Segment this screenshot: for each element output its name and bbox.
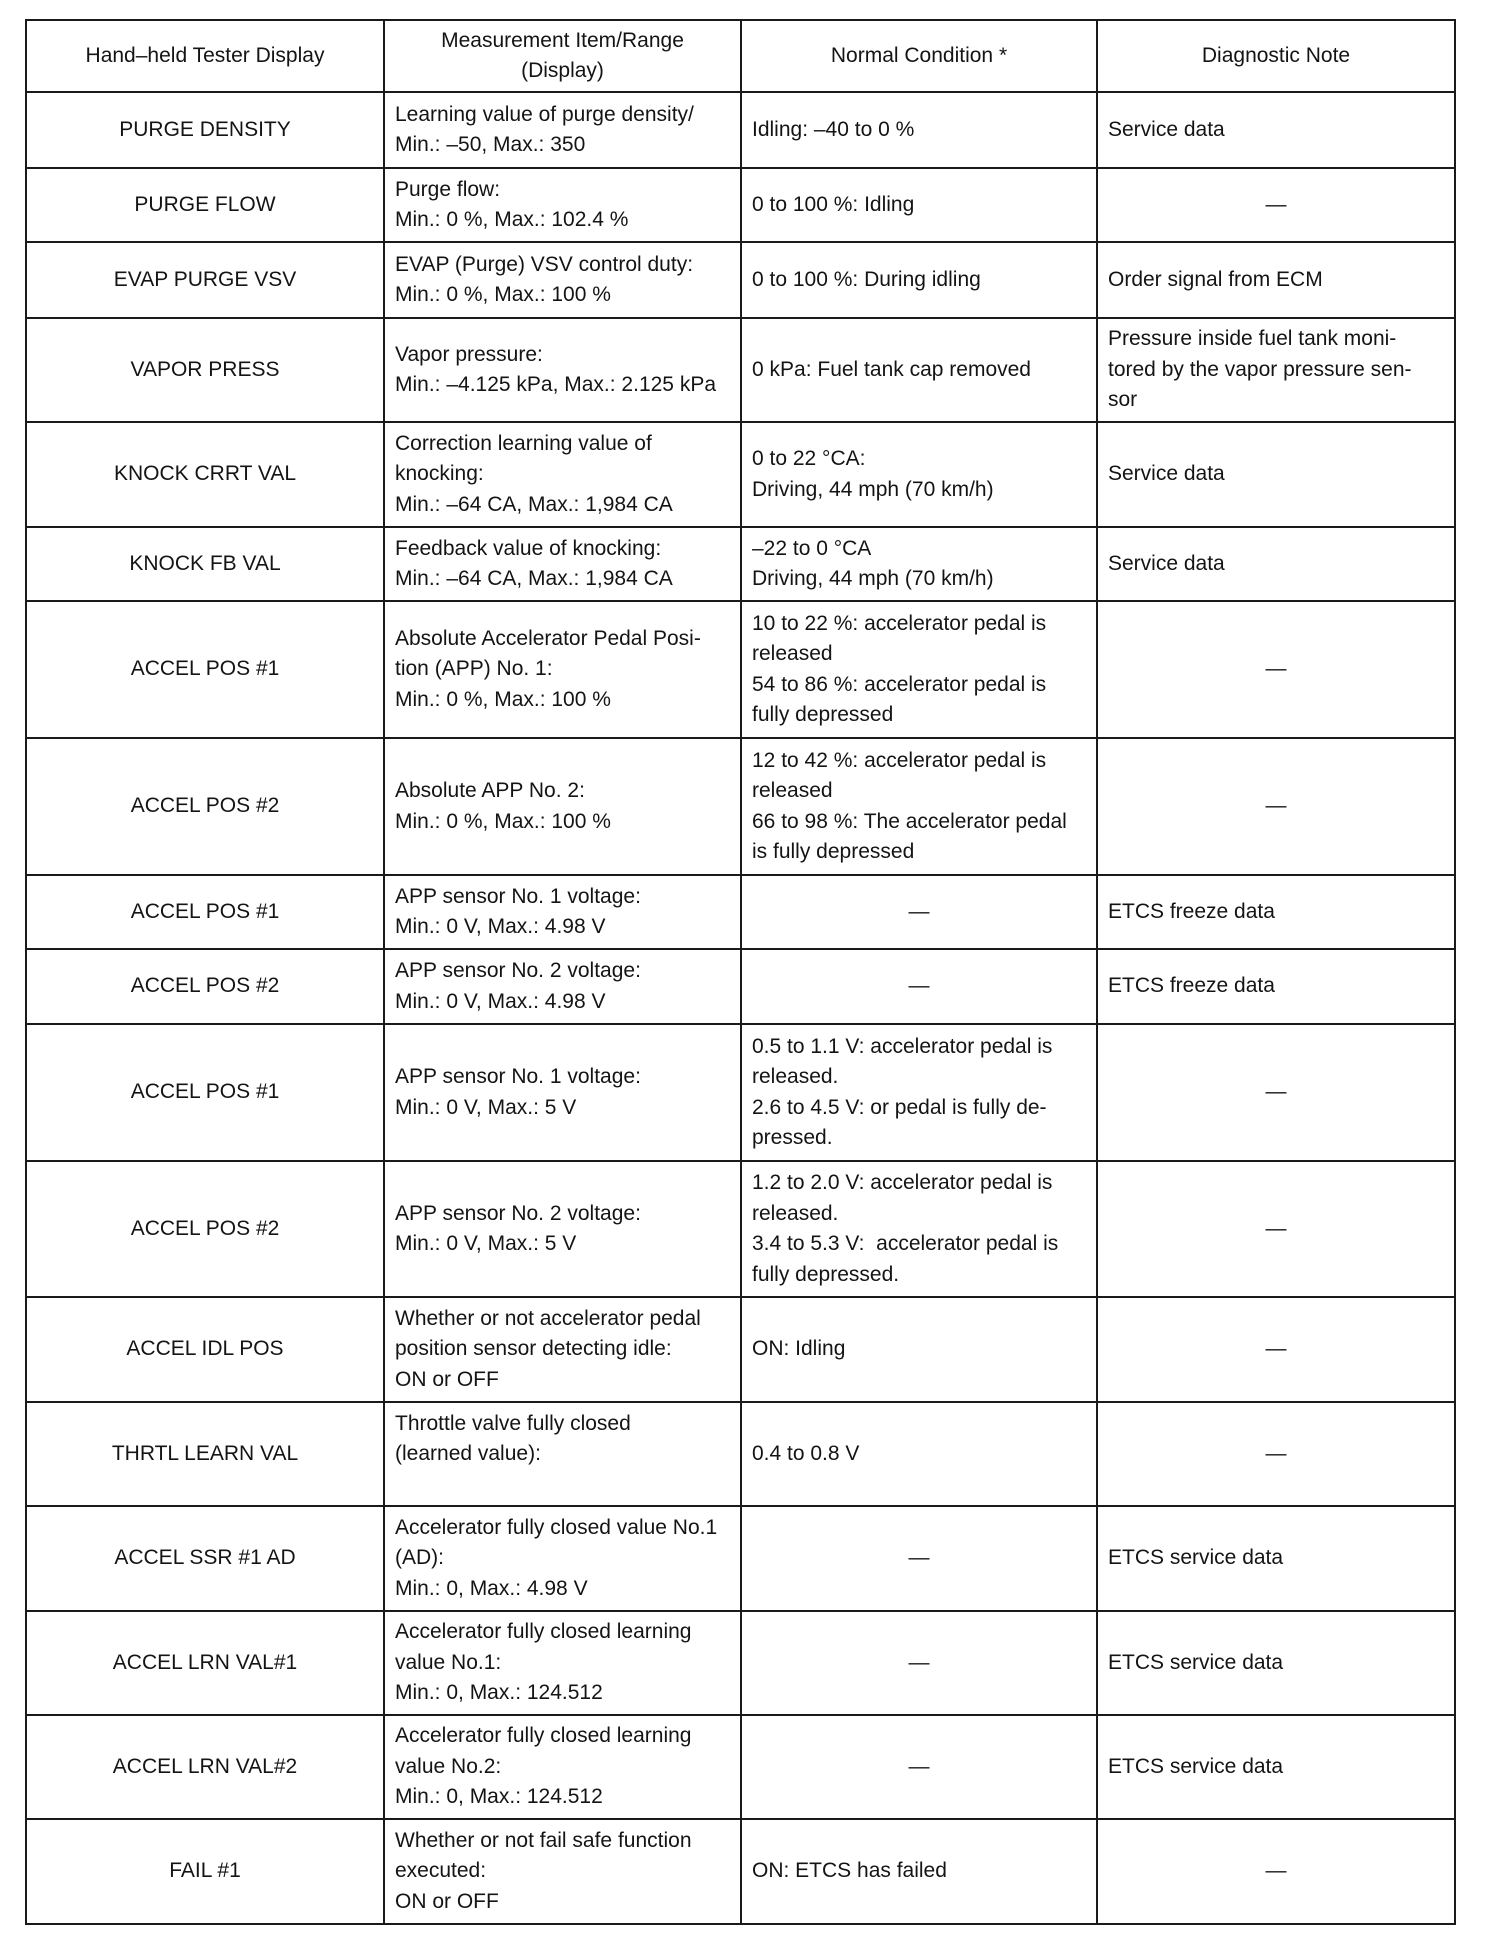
table-row <box>26 527 1455 601</box>
tester-display-cell: ACCEL SSR #1 AD <box>26 1506 384 1611</box>
diagnostic-note-cell: ETCS freeze data <box>1097 949 1455 1024</box>
measurement-range-cell: APP sensor No. 1 voltage: Min.: 0 V, Max.: 5 V <box>384 1024 741 1161</box>
table-row <box>26 738 1455 875</box>
table-row <box>26 1819 1455 1924</box>
diagnostic-note-cell: Service data <box>1097 422 1455 527</box>
diagnostic-note-cell: — <box>1097 738 1455 875</box>
diagnostic-note-cell: — <box>1097 1819 1455 1924</box>
tester-display-cell: VAPOR PRESS <box>26 318 384 422</box>
measurement-range-cell: Absolute Accelerator Pedal Posi- tion (APP) No. 1: Min.: 0 %, Max.: 100 % <box>384 601 741 738</box>
table-row <box>26 422 1455 527</box>
header-normal-condition: Normal Condition * <box>741 20 1097 92</box>
table-row <box>26 168 1455 242</box>
diagnostic-note-cell: ETCS service data <box>1097 1715 1455 1819</box>
header-measurement-range: Measurement Item/Range (Display) <box>384 20 741 92</box>
header-row <box>26 20 1455 92</box>
header-diagnostic-note: Diagnostic Note <box>1097 20 1455 92</box>
table-row <box>26 1024 1455 1161</box>
tester-display-cell: KNOCK FB VAL <box>26 527 384 601</box>
diagnostic-note-cell: Pressure inside fuel tank moni- tored by the vapor pressure sen- sor <box>1097 318 1455 422</box>
normal-condition-cell: 0.4 to 0.8 V <box>741 1402 1097 1506</box>
table-row <box>26 1161 1455 1297</box>
diagnostic-note-cell: — <box>1097 601 1455 738</box>
table-row <box>26 92 1455 168</box>
measurement-range-cell: Accelerator fully closed learning value No.1: Min.: 0, Max.: 124.512 <box>384 1611 741 1715</box>
diagnostic-note-cell: — <box>1097 1161 1455 1297</box>
normal-condition-cell: 0 to 100 %: Idling <box>741 168 1097 242</box>
measurement-range-cell: Absolute APP No. 2: Min.: 0 %, Max.: 100 % <box>384 738 741 875</box>
table-body <box>26 92 1455 1924</box>
table-row <box>26 1402 1455 1506</box>
measurement-range-cell: Accelerator fully closed learning value No.2: Min.: 0, Max.: 124.512 <box>384 1715 741 1819</box>
measurement-range-cell: Purge flow: Min.: 0 %, Max.: 102.4 % <box>384 168 741 242</box>
measurement-range-cell: Feedback value of knocking: Min.: –64 CA, Max.: 1,984 CA <box>384 527 741 601</box>
diagnostic-note-cell: — <box>1097 1297 1455 1402</box>
normal-condition-cell: — <box>741 1506 1097 1611</box>
table-row <box>26 1297 1455 1402</box>
table-row <box>26 949 1455 1024</box>
normal-condition-cell: — <box>741 949 1097 1024</box>
tester-display-cell: ACCEL POS #1 <box>26 875 384 949</box>
table-row <box>26 1506 1455 1611</box>
diagnostic-note-cell: ETCS service data <box>1097 1611 1455 1715</box>
normal-condition-cell: — <box>741 1715 1097 1819</box>
diagnostic-note-cell: Service data <box>1097 92 1455 168</box>
measurement-range-cell: Accelerator fully closed value No.1 (AD): Min.: 0, Max.: 4.98 V <box>384 1506 741 1611</box>
normal-condition-cell: 0 kPa: Fuel tank cap removed <box>741 318 1097 422</box>
table-row <box>26 601 1455 738</box>
normal-condition-cell: Idling: –40 to 0 % <box>741 92 1097 168</box>
tester-display-cell: FAIL #1 <box>26 1819 384 1924</box>
measurement-range-cell: Correction learning value of knocking: Min.: –64 CA, Max.: 1,984 CA <box>384 422 741 527</box>
normal-condition-cell: 0 to 22 °CA: Driving, 44 mph (70 km/h) <box>741 422 1097 527</box>
data-list-table <box>25 19 1456 1925</box>
diagnostic-note-cell: Service data <box>1097 527 1455 601</box>
normal-condition-cell: ON: Idling <box>741 1297 1097 1402</box>
tester-display-cell: ACCEL POS #2 <box>26 738 384 875</box>
tester-display-cell: ACCEL POS #2 <box>26 949 384 1024</box>
measurement-range-cell: APP sensor No. 1 voltage: Min.: 0 V, Max.: 4.98 V <box>384 875 741 949</box>
normal-condition-cell: 10 to 22 %: accelerator pedal is released 54 to 86 %: accelerator pedal is fully depressed <box>741 601 1097 738</box>
normal-condition-cell: 0 to 100 %: During idling <box>741 242 1097 318</box>
diagnostic-note-cell: — <box>1097 168 1455 242</box>
table-row <box>26 875 1455 949</box>
measurement-range-cell: Whether or not fail safe function executed: ON or OFF <box>384 1819 741 1924</box>
table-row <box>26 1611 1455 1715</box>
measurement-range-cell: Whether or not accelerator pedal position sensor detecting idle: ON or OFF <box>384 1297 741 1402</box>
tester-display-cell: ACCEL POS #1 <box>26 601 384 738</box>
normal-condition-cell: 12 to 42 %: accelerator pedal is released 66 to 98 %: The accelerator pedal is fully depressed <box>741 738 1097 875</box>
normal-condition-cell: ON: ETCS has failed <box>741 1819 1097 1924</box>
tester-display-cell: ACCEL POS #2 <box>26 1161 384 1297</box>
normal-condition-cell: –22 to 0 °CA Driving, 44 mph (70 km/h) <box>741 527 1097 601</box>
diagnostic-note-cell: ETCS freeze data <box>1097 875 1455 949</box>
diagnostic-note-cell: — <box>1097 1024 1455 1161</box>
table-row <box>26 242 1455 318</box>
tester-display-cell: ACCEL POS #1 <box>26 1024 384 1161</box>
measurement-range-cell: EVAP (Purge) VSV control duty: Min.: 0 %, Max.: 100 % <box>384 242 741 318</box>
normal-condition-cell: — <box>741 875 1097 949</box>
measurement-range-cell: Learning value of purge density/ Min.: –50, Max.: 350 <box>384 92 741 168</box>
table-row <box>26 1715 1455 1819</box>
tester-display-cell: PURGE FLOW <box>26 168 384 242</box>
tester-display-cell: PURGE DENSITY <box>26 92 384 168</box>
measurement-range-cell: APP sensor No. 2 voltage: Min.: 0 V, Max.: 5 V <box>384 1161 741 1297</box>
diagnostic-note-cell: ETCS service data <box>1097 1506 1455 1611</box>
tester-display-cell: ACCEL LRN VAL#2 <box>26 1715 384 1819</box>
tester-display-cell: KNOCK CRRT VAL <box>26 422 384 527</box>
measurement-range-cell: Throttle valve fully closed (learned value): <box>384 1402 741 1506</box>
table-header <box>26 20 1455 92</box>
tester-display-cell: ACCEL LRN VAL#1 <box>26 1611 384 1715</box>
tester-display-cell: EVAP PURGE VSV <box>26 242 384 318</box>
normal-condition-cell: — <box>741 1611 1097 1715</box>
header-tester-display: Hand–held Tester Display <box>26 20 384 92</box>
diagnostic-note-cell: Order signal from ECM <box>1097 242 1455 318</box>
diagnostic-note-cell: — <box>1097 1402 1455 1506</box>
tester-display-cell: ACCEL IDL POS <box>26 1297 384 1402</box>
normal-condition-cell: 0.5 to 1.1 V: accelerator pedal is released. 2.6 to 4.5 V: or pedal is fully de- pressed. <box>741 1024 1097 1161</box>
tester-display-cell: THRTL LEARN VAL <box>26 1402 384 1506</box>
measurement-range-cell: Vapor pressure: Min.: –4.125 kPa, Max.: 2.125 kPa <box>384 318 741 422</box>
table-row <box>26 318 1455 422</box>
normal-condition-cell: 1.2 to 2.0 V: accelerator pedal is released. 3.4 to 5.3 V: accelerator pedal is fully depressed. <box>741 1161 1097 1297</box>
measurement-range-cell: APP sensor No. 2 voltage: Min.: 0 V, Max.: 4.98 V <box>384 949 741 1024</box>
